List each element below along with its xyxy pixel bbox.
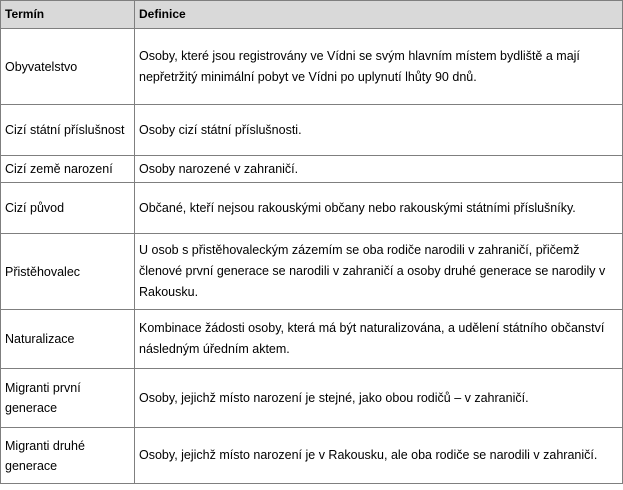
table-row <box>1 156 623 183</box>
table-row <box>1 183 623 234</box>
definition-cell: Osoby, jejichž místo narození je v Rakousku, ale oba rodiče se narodili v zahraničí. <box>135 428 623 484</box>
table-row <box>1 310 623 369</box>
header-row <box>1 1 623 29</box>
table-row <box>1 369 623 428</box>
definition-cell: Občané, kteří nejsou rakouskými občany nebo rakouskými státními příslušníky. <box>135 183 623 234</box>
definition-cell: Osoby cizí státní příslušnosti. <box>135 105 623 156</box>
table-row <box>1 234 623 310</box>
column-header-term: Termín <box>1 1 135 29</box>
term-cell: Naturalizace <box>1 310 135 369</box>
definition-cell: Kombinace žádosti osoby, která má být naturalizována, a udělení státního občanství následným úředním aktem. <box>135 310 623 369</box>
definition-cell: Osoby narozené v zahraničí. <box>135 156 623 183</box>
term-cell: Cizí státní příslušnost <box>1 105 135 156</box>
table-row <box>1 105 623 156</box>
term-cell: Migranti první generace <box>1 369 135 428</box>
definition-cell: Osoby, jejichž místo narození je stejné, jako obou rodičů – v zahraničí. <box>135 369 623 428</box>
term-cell: Přistěhovalec <box>1 234 135 310</box>
definition-cell: Osoby, které jsou registrovány ve Vídni se svým hlavním místem bydliště a mají nepřetržitý minimální pobyt ve Vídni po uplynutí lhůty 90 dnů. <box>135 29 623 105</box>
table-row <box>1 29 623 105</box>
definition-cell: U osob s přistěhovaleckým zázemím se oba rodiče narodili v zahraničí, přičemž členové první generace se narodili v zahraničí a osoby druhé generace se narodily v Rakousku. <box>135 234 623 310</box>
term-cell: Cizí země narození <box>1 156 135 183</box>
table-row <box>1 428 623 484</box>
term-cell: Migranti druhé generace <box>1 428 135 484</box>
column-header-definition: Definice <box>135 1 623 29</box>
term-cell: Obyvatelstvo <box>1 29 135 105</box>
term-cell: Cizí původ <box>1 183 135 234</box>
